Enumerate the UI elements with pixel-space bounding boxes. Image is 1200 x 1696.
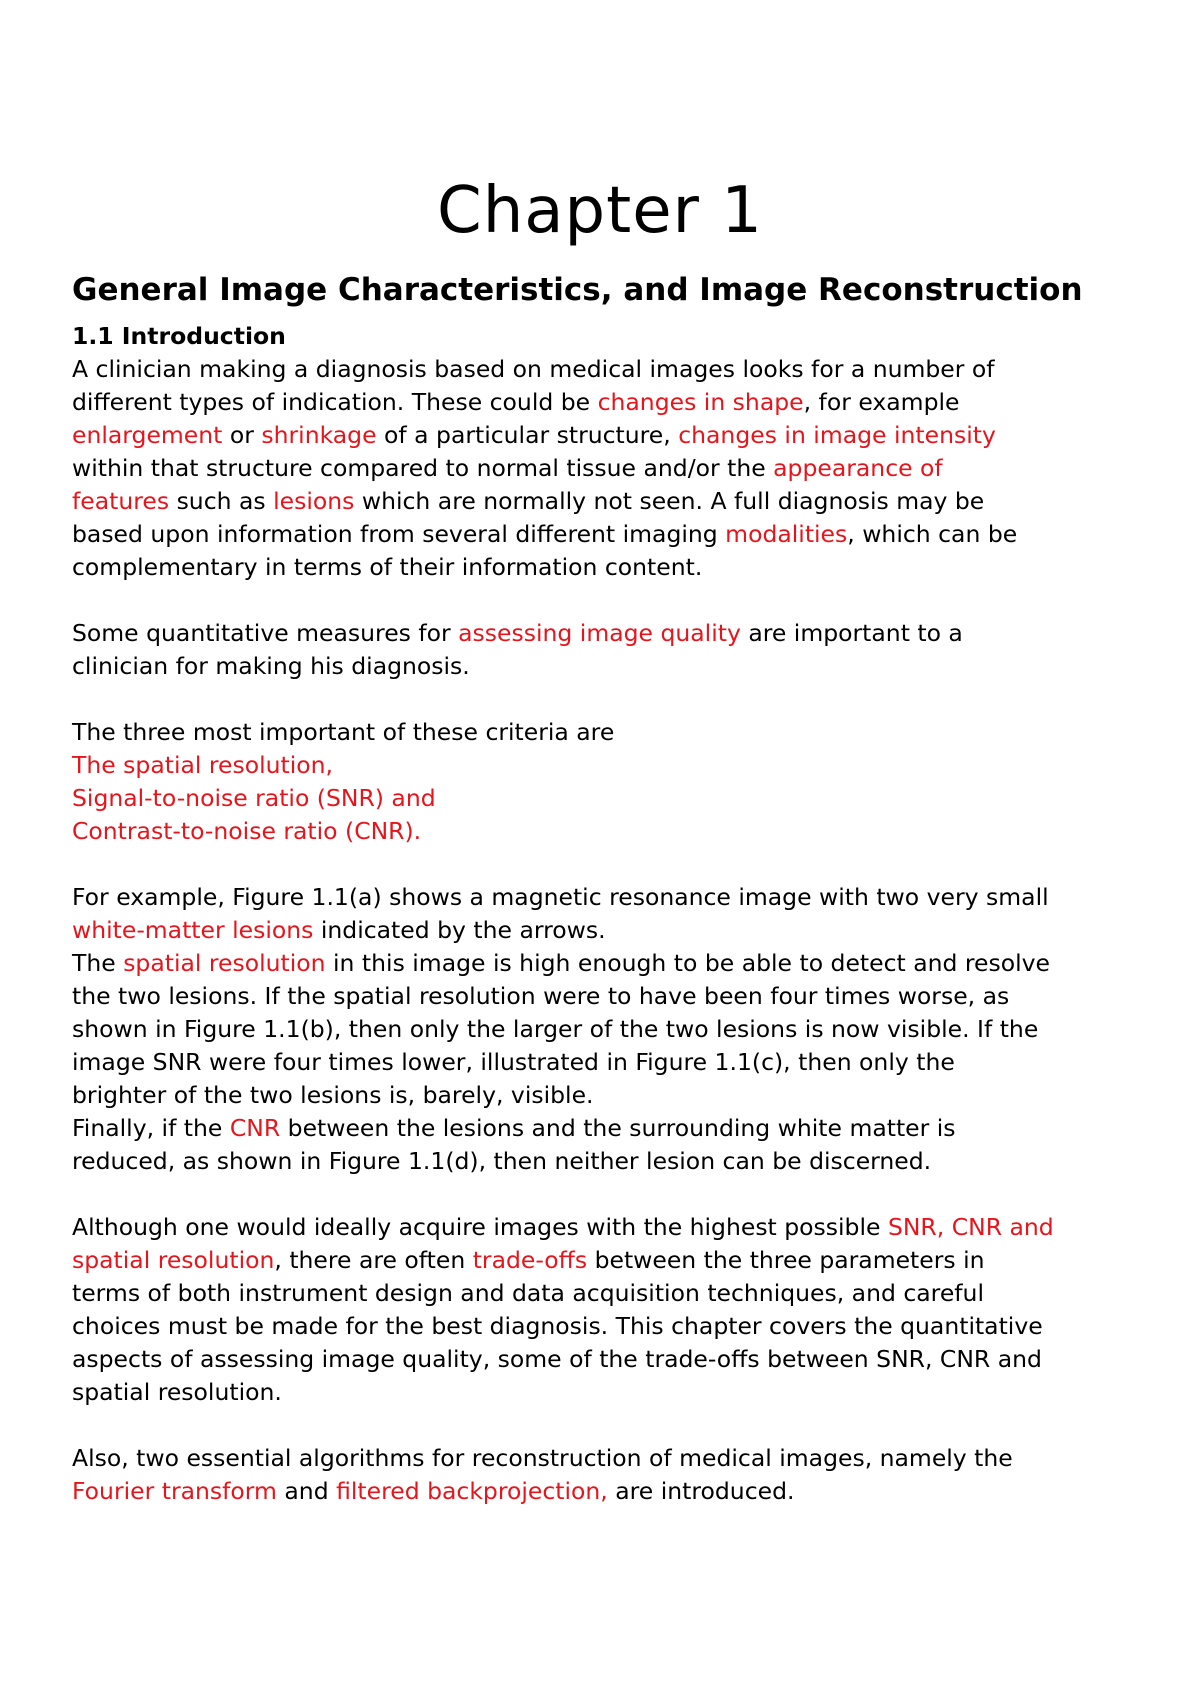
chapter-title: Chapter 1 — [437, 173, 763, 248]
highlighted-term: Contrast-to-noise ratio (CNR). — [72, 817, 422, 845]
text-segment: aspects of assessing image quality, some of the trade-offs between SNR, CNR and — [72, 1345, 1042, 1373]
text-line — [72, 1013, 1142, 1046]
text-line — [72, 914, 1142, 947]
section-heading: 1.1 Introduction — [72, 322, 286, 350]
highlighted-term: modalities — [725, 520, 848, 548]
highlighted-term: filtered backprojection, — [336, 1477, 608, 1505]
text-segment: , there are often — [274, 1246, 473, 1274]
text-segment: are important to a — [740, 619, 963, 647]
text-line — [72, 1046, 1142, 1079]
text-segment: of a particular structure, — [376, 421, 679, 449]
text-line — [72, 1475, 1142, 1508]
text-segment: within that structure compared to normal tissue and/or the — [72, 454, 774, 482]
text-segment: between the three parameters in — [587, 1246, 985, 1274]
highlighted-term: Fourier transform — [72, 1477, 277, 1505]
text-line — [72, 782, 1142, 815]
text-line — [72, 1079, 1142, 1112]
text-segment: For example, Figure 1.1(a) shows a magnetic resonance image with two very small — [72, 883, 1049, 911]
text-line — [72, 650, 1142, 683]
text-segment: complementary in terms of their information content. — [72, 553, 703, 581]
text-segment: which are normally not seen. A full diagnosis may be — [354, 487, 985, 515]
paragraph — [72, 617, 1142, 683]
chapter-subtitle: General Image Characteristics, and Image Reconstruction — [72, 271, 1083, 308]
text-line — [72, 1376, 1142, 1409]
paragraph-gap — [72, 683, 1142, 716]
paragraph-gap — [72, 1178, 1142, 1211]
text-line — [72, 1112, 1142, 1145]
text-line — [72, 1277, 1142, 1310]
paragraph-gap — [72, 848, 1142, 881]
text-segment: or — [222, 421, 262, 449]
text-segment: Also, two essential algorithms for reconstruction of medical images, namely the — [72, 1444, 1013, 1472]
text-line — [72, 881, 1142, 914]
text-segment: image SNR were four times lower, illustrated in Figure 1.1(c), then only the — [72, 1048, 955, 1076]
highlighted-term: enlargement — [72, 421, 223, 449]
text-segment: between the lesions and the surrounding white matter is — [280, 1114, 956, 1142]
text-segment: are introduced. — [607, 1477, 795, 1505]
paragraph — [72, 881, 1142, 1178]
highlighted-term: spatial resolution — [123, 949, 326, 977]
highlighted-term: CNR — [229, 1114, 281, 1142]
text-line — [72, 815, 1142, 848]
text-segment: and — [276, 1477, 337, 1505]
text-line — [72, 617, 1142, 650]
paragraph-gap — [72, 1409, 1142, 1442]
text-line — [72, 980, 1142, 1013]
text-segment: terms of both instrument design and data acquisition techniques, and careful — [72, 1279, 984, 1307]
highlighted-term: appearance of — [773, 454, 943, 482]
highlighted-term: spatial resolution — [72, 1246, 275, 1274]
text-segment: A clinician making a diagnosis based on medical images looks for a number of — [72, 355, 995, 383]
text-segment: The — [72, 949, 124, 977]
paragraph-gap — [72, 584, 1142, 617]
text-segment: in this image is high enough to be able to detect and resolve — [325, 949, 1050, 977]
text-line — [72, 749, 1142, 782]
text-line — [72, 716, 1142, 749]
text-segment: brighter of the two lesions is, barely, visible. — [72, 1081, 594, 1109]
text-line — [72, 1442, 1142, 1475]
text-segment: the two lesions. If the spatial resolution were to have been four times worse, as — [72, 982, 1010, 1010]
text-segment: such as — [169, 487, 274, 515]
highlighted-term: changes in shape — [597, 388, 804, 416]
text-line — [72, 947, 1142, 980]
text-line — [72, 1211, 1142, 1244]
text-segment: shown in Figure 1.1(b), then only the larger of the two lesions is now visible. If the — [72, 1015, 1039, 1043]
text-line — [72, 419, 1142, 452]
text-line — [72, 386, 1142, 419]
paragraph — [72, 1442, 1142, 1508]
text-line — [72, 1145, 1142, 1178]
text-segment: , for example — [803, 388, 960, 416]
text-segment: choices must be made for the best diagnosis. This chapter covers the quantitative — [72, 1312, 1043, 1340]
text-line — [72, 452, 1142, 485]
text-line — [72, 485, 1142, 518]
section-body — [72, 320, 1142, 1508]
highlighted-term: The spatial resolution, — [72, 751, 334, 779]
text-segment: Some quantitative measures for — [72, 619, 459, 647]
highlighted-term: trade-offs — [472, 1246, 588, 1274]
text-line — [72, 551, 1142, 584]
highlighted-term: Signal-to-noise ratio (SNR) and — [72, 784, 436, 812]
highlighted-term: features — [72, 487, 170, 515]
paragraph — [72, 716, 1142, 848]
text-segment: based upon information from several different imaging — [72, 520, 726, 548]
text-segment: Finally, if the — [72, 1114, 230, 1142]
text-line — [72, 1310, 1142, 1343]
text-segment: different types of indication. These could be — [72, 388, 598, 416]
paragraph — [72, 1211, 1142, 1409]
text-segment: The three most important of these criteria are — [72, 718, 615, 746]
text-line — [72, 1343, 1142, 1376]
highlighted-term: shrinkage — [261, 421, 377, 449]
text-segment: , which can be — [847, 520, 1018, 548]
highlighted-term: assessing image quality — [458, 619, 741, 647]
text-segment: indicated by the arrows. — [313, 916, 606, 944]
text-line — [72, 353, 1142, 386]
text-segment: reduced, as shown in Figure 1.1(d), then neither lesion can be discerned. — [72, 1147, 932, 1175]
text-segment: spatial resolution. — [72, 1378, 282, 1406]
highlighted-term: SNR, CNR and — [887, 1213, 1054, 1241]
highlighted-term: white-matter lesions — [72, 916, 314, 944]
highlighted-term: changes in image intensity — [678, 421, 996, 449]
text-segment: clinician for making his diagnosis. — [72, 652, 470, 680]
text-line — [72, 1244, 1142, 1277]
text-line — [72, 518, 1142, 551]
text-segment: Although one would ideally acquire images with the highest possible — [72, 1213, 888, 1241]
paragraph — [72, 353, 1142, 584]
highlighted-term: lesions — [273, 487, 355, 515]
